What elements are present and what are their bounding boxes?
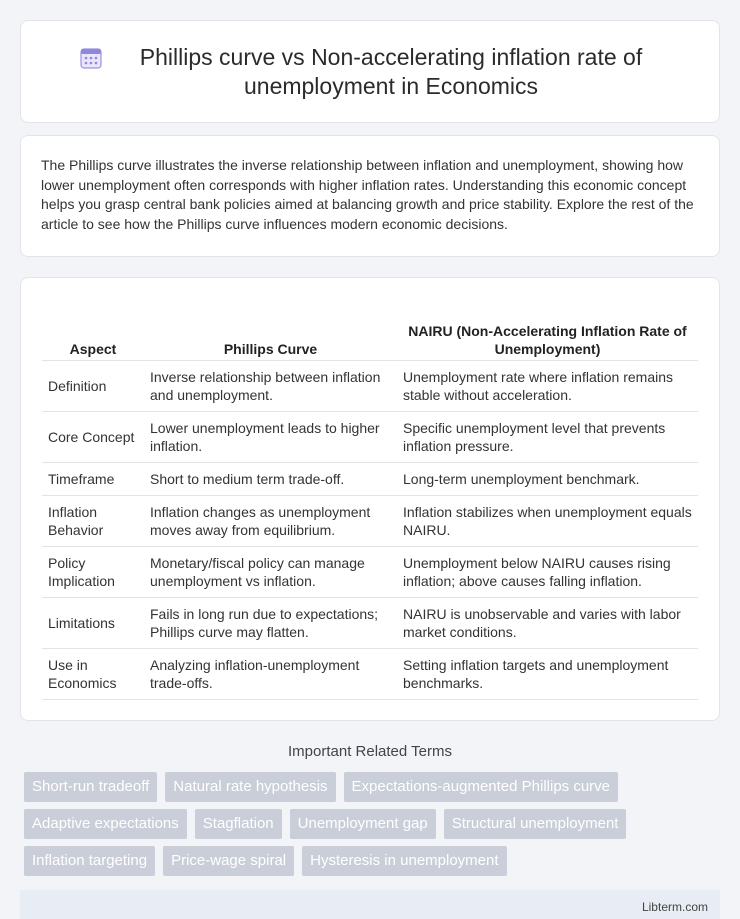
row-aspect: Inflation Behavior	[42, 495, 144, 546]
table-row	[42, 597, 698, 648]
row-nairu: Unemployment below NAIRU causes rising inflation; above causes falling inflation.	[397, 546, 698, 597]
related-terms-list	[20, 772, 720, 883]
related-term-tag[interactable]: Short-run tradeoff	[24, 772, 157, 802]
header-nairu: NAIRU (Non-Accelerating Inflation Rate of Unemployment)	[397, 298, 698, 360]
table-row	[42, 462, 698, 495]
related-term-tag[interactable]: Price-wage spiral	[163, 846, 294, 876]
table-row	[42, 648, 698, 699]
row-aspect: Definition	[42, 360, 144, 411]
related-term-tag[interactable]: Inflation targeting	[24, 846, 155, 876]
table-row	[42, 546, 698, 597]
table-header-row	[42, 298, 698, 360]
calendar-icon	[79, 46, 103, 70]
row-nairu: NAIRU is unobservable and varies with labor market conditions.	[397, 597, 698, 648]
row-phillips: Analyzing inflation-unemployment trade-offs.	[144, 648, 397, 699]
row-phillips: Monetary/fiscal policy can manage unemployment vs inflation.	[144, 546, 397, 597]
comparison-table-card	[20, 277, 720, 721]
related-term-tag[interactable]: Structural unemployment	[444, 809, 627, 839]
intro-card	[20, 135, 720, 257]
row-phillips: Fails in long run due to expectations; Phillips curve may flatten.	[144, 597, 397, 648]
footer-brand-link[interactable]: Libterm.com	[641, 899, 708, 914]
row-aspect: Policy Implication	[42, 546, 144, 597]
row-phillips: Short to medium term trade-off.	[144, 462, 397, 495]
table-row	[42, 495, 698, 546]
intro-text: The Phillips curve illustrates the inverse relationship between inflation and unemployment, showing how lower unemployment often corresponds with higher inflation rates. Understanding this economic concept helps you grasp central bank policies aimed at balancing growth and price stability. Explore the rest of the article to see how the Phillips curve influences modern economic decisions.	[41, 157, 694, 232]
row-nairu: Long-term unemployment benchmark.	[397, 462, 698, 495]
row-nairu: Unemployment rate where inflation remains stable without acceleration.	[397, 360, 698, 411]
related-terms-title: Important Related Terms	[288, 742, 452, 760]
related-term-tag[interactable]: Natural rate hypothesis	[165, 772, 335, 802]
comparison-table	[42, 298, 698, 700]
row-aspect: Timeframe	[42, 462, 144, 495]
page-title: Phillips curve vs Non-accelerating inflation rate of unemployment in Economics	[139, 43, 643, 99]
row-nairu: Setting inflation targets and unemployment benchmarks.	[397, 648, 698, 699]
title-row	[79, 43, 661, 101]
footer	[20, 890, 720, 919]
row-phillips: Lower unemployment leads to higher inflation.	[144, 411, 397, 462]
related-term-tag[interactable]: Hysteresis in unemployment	[302, 846, 506, 876]
header-phillips-curve: Phillips Curve	[144, 298, 397, 360]
related-term-tag[interactable]: Adaptive expectations	[24, 809, 187, 839]
row-phillips: Inverse relationship between inflation and unemployment.	[144, 360, 397, 411]
row-nairu: Specific unemployment level that prevents inflation pressure.	[397, 411, 698, 462]
related-term-tag[interactable]: Expectations-augmented Phillips curve	[344, 772, 618, 802]
row-phillips: Inflation changes as unemployment moves away from equilibrium.	[144, 495, 397, 546]
row-aspect: Core Concept	[42, 411, 144, 462]
header-aspect: Aspect	[42, 298, 144, 360]
row-aspect: Use in Economics	[42, 648, 144, 699]
row-aspect: Limitations	[42, 597, 144, 648]
title-card	[20, 20, 720, 123]
table-row	[42, 360, 698, 411]
related-term-tag[interactable]: Unemployment gap	[290, 809, 436, 839]
row-nairu: Inflation stabilizes when unemployment equals NAIRU.	[397, 495, 698, 546]
table-row	[42, 411, 698, 462]
related-term-tag[interactable]: Stagflation	[195, 809, 282, 839]
